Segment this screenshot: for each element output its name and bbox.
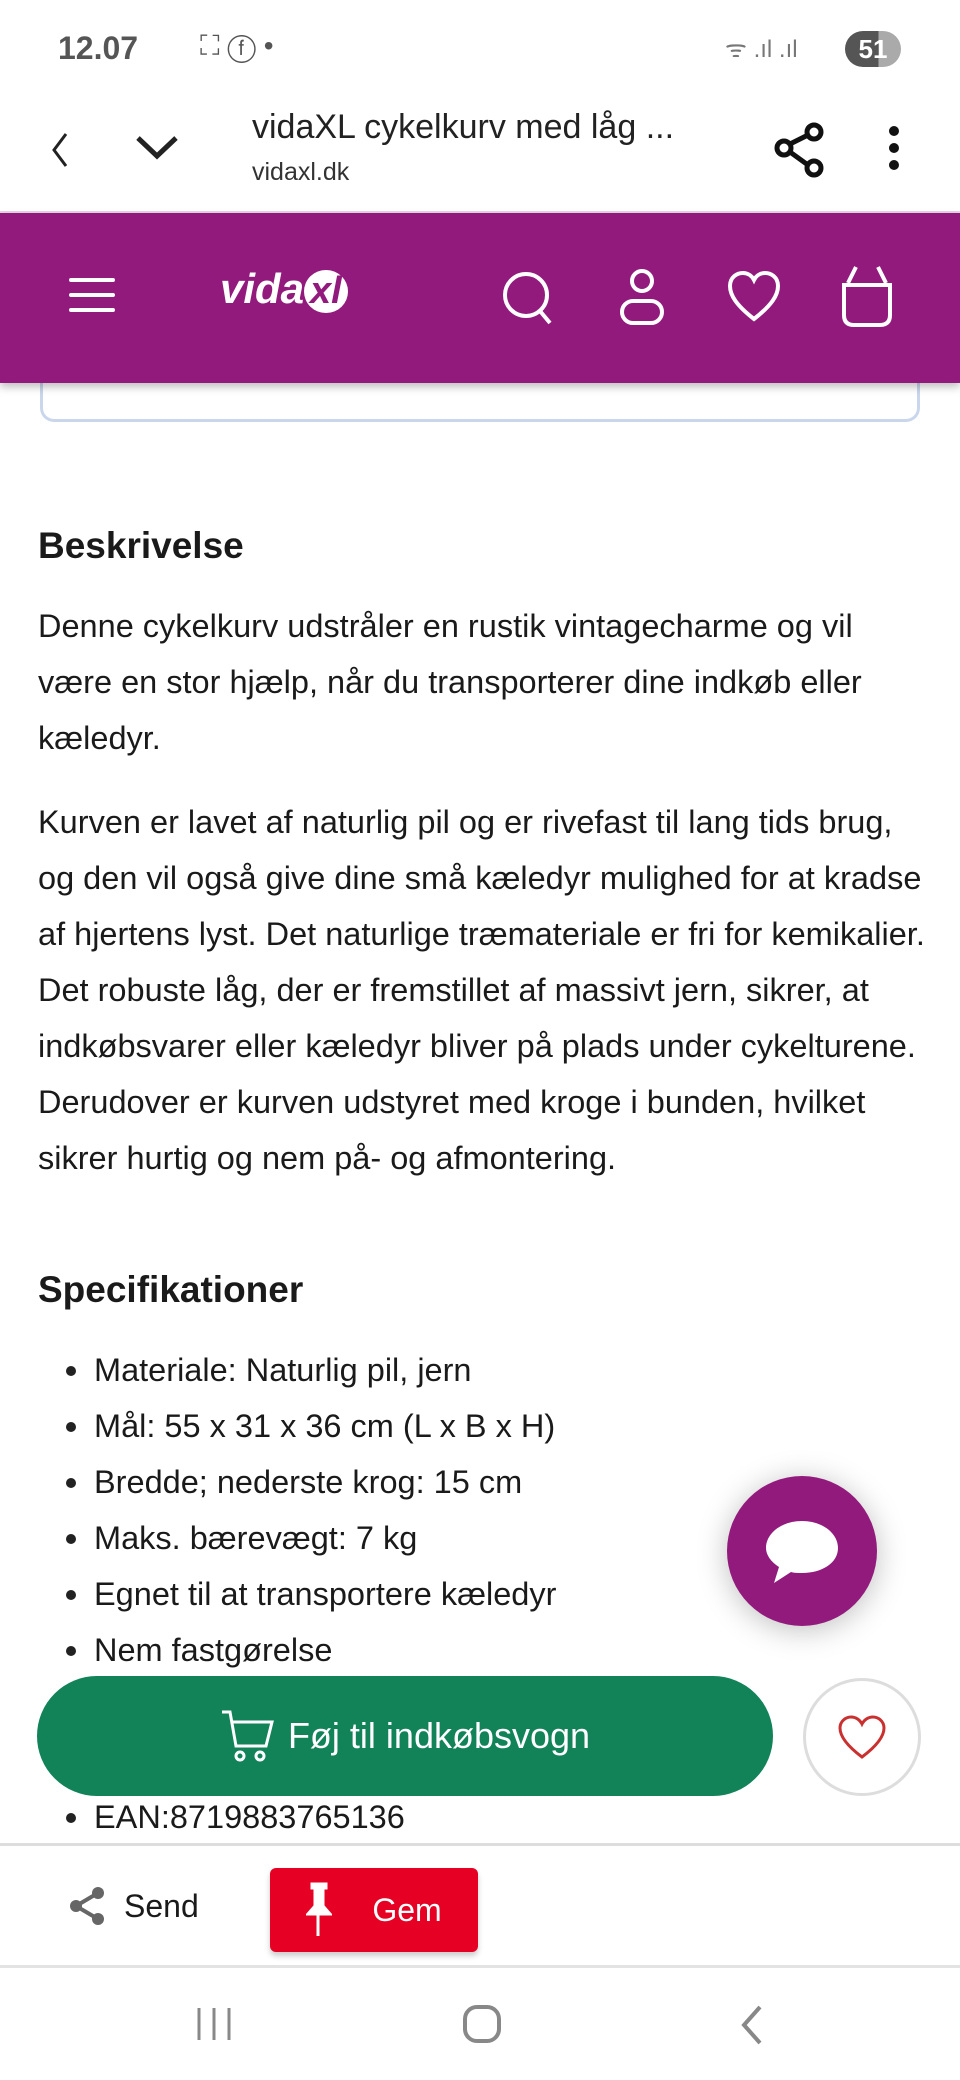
favorite-button[interactable]	[803, 1678, 921, 1796]
spec-item: Maks. bærevægt: 7 kg	[38, 1510, 928, 1566]
basket-icon[interactable]	[838, 263, 896, 329]
more-icon[interactable]	[884, 124, 904, 174]
specs-heading: Specifikationer	[38, 1269, 304, 1310]
heart-icon	[836, 1713, 888, 1761]
send-button[interactable]	[68, 1886, 199, 1926]
status-time: 12.07	[58, 30, 139, 66]
wishlist-icon[interactable]	[726, 269, 782, 325]
site-header	[0, 213, 960, 383]
status-bar	[0, 0, 960, 100]
signal-icons: ᯤ .ıl .ıl	[725, 36, 798, 63]
notification-icons: ⛶ ⓕ •	[200, 30, 274, 61]
description-paragraph: Kurven er lavet af naturlig pil og er rivefast til lang tids brug, og den vil også give dine små kæledyr mulighed for at kradse af hjertens lyst. Det naturlige træmateriale er fri for kemikalier. Det robuste låg, der er fremstillet af massivt jern, sikrer, at indkøbsvarer eller kæledyr bliver på plads under cykelturene. Derudover er kurven udstyret med kroge i bunden, hvilket sikrer hurtig og nem på- og afmontering.	[38, 804, 925, 1176]
chevron-down-icon[interactable]	[134, 132, 180, 162]
cart-icon	[220, 1708, 276, 1764]
vidaxl-logo[interactable]: vida xl	[220, 265, 348, 313]
search-icon[interactable]	[500, 267, 556, 329]
description-section	[38, 518, 928, 1837]
back-icon[interactable]	[48, 130, 72, 170]
spec-item: Materiale: Naturlig pil, jern	[38, 1342, 928, 1398]
chat-bubble-icon	[762, 1515, 842, 1587]
save-button[interactable]	[270, 1868, 478, 1952]
share-icon	[68, 1886, 106, 1926]
description-heading: Beskrivelse	[38, 525, 244, 566]
menu-icon[interactable]	[68, 275, 118, 315]
system-nav-bar	[0, 1968, 960, 2080]
spec-item: Mål: 55 x 31 x 36 cm (L x B x H)	[38, 1398, 928, 1454]
recent-apps-icon[interactable]	[194, 2004, 234, 2044]
chat-button[interactable]	[727, 1476, 877, 1626]
pin-icon	[306, 1882, 332, 1938]
page-url[interactable]: vidaxl.dk	[252, 158, 350, 186]
account-icon[interactable]	[618, 267, 666, 329]
share-bar	[0, 1843, 960, 1968]
send-label: Send	[124, 1887, 199, 1924]
spec-item: EAN:8719883765136	[38, 1797, 928, 1837]
browser-toolbar	[0, 100, 960, 213]
spec-item: Egnet til at transportere kæledyr	[38, 1566, 928, 1622]
description-paragraph: Denne cykelkurv udstråler en rustik vintagecharme og vil være en stor hjælp, når du transporterer dine indkøb eller kæledyr.	[38, 608, 862, 756]
home-icon[interactable]	[462, 2004, 502, 2044]
add-to-cart-label: Føj til indkøbsvogn	[287, 1715, 591, 1756]
save-label: Gem	[372, 1891, 442, 1928]
system-back-icon[interactable]	[736, 2004, 766, 2046]
add-to-cart-button[interactable]	[37, 1676, 773, 1796]
spec-item: Bredde; nederste krog: 15 cm	[38, 1454, 928, 1510]
spec-item: Nem fastgørelse	[38, 1622, 928, 1678]
battery-icon: 51	[845, 31, 901, 67]
share-icon[interactable]	[770, 120, 830, 180]
page-title: vidaXL cykelkurv med låg ...	[252, 108, 675, 146]
